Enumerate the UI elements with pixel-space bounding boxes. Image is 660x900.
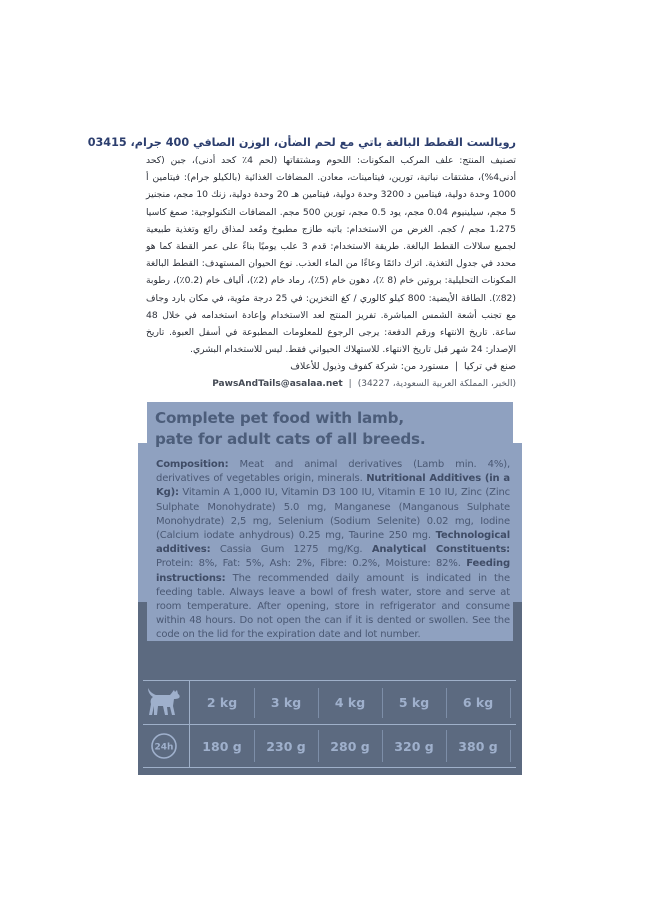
title-line-1: Complete pet food with lamb, [155, 409, 404, 427]
weight-5kg: 5 kg [398, 694, 430, 710]
separator: | [454, 361, 459, 373]
analytical-constituents-label: Analytical Constituents: [371, 544, 510, 556]
english-product-description [156, 458, 510, 643]
weight-6kg: 6 kg [462, 694, 494, 710]
nutritional-additives-label: Nutritional Additives (in a Kg): [156, 473, 510, 499]
column-divider [510, 730, 511, 762]
column-divider [382, 730, 383, 762]
weight-4kg: 4 kg [334, 694, 366, 710]
arabic-origin-line [146, 358, 516, 375]
table-divider [143, 680, 516, 681]
column-divider [254, 688, 255, 718]
analytical-constituents-text: Protein: 8%, Fat: 5%, Ash: 2%, Fibre: 0.2%, Moisture: 82%. [156, 558, 467, 570]
table-divider [143, 724, 516, 725]
feeding-instructions-text: The recommended daily amount is indicated in the feeding table. Always leave a bowl of fresh water, store and serve at room temperature. After opening, store in refrigerator and consume within 48 hours. Do not open the can if it is dented or swollen. See the code on the lid for the expiration date and lot number. [156, 572, 510, 641]
english-product-title [155, 408, 515, 450]
arabic-contact-line [146, 375, 516, 393]
nutritional-additives-text: Vitamin A 1,000 IU, Vitamin D3 100 IU, Vitamin E 10 IU, Zinc (Zinc Sulphate Monohydrate) 5.0 mg, Manganese (Manganous Sulphate Monohydrate) 2,5 mg, Selenium (Sodium Selenite) 0.02 mg, Iodine (Calcium iodate anhydrous) 0.25 mg, Taurine 250 mg. [156, 487, 510, 542]
svg-text:24h: 24h [154, 742, 174, 753]
address-text: (الخبر، المملكة العربية السعودية، 34227) [357, 379, 516, 390]
column-divider [254, 730, 255, 762]
importer-text: مستورد من: شركة كفوف وذيول للأعلاف [290, 361, 449, 373]
technological-additives-label: Technological additives: [156, 530, 510, 556]
arabic-product-description: تصنيف المنتج: علف المركب المكونات: اللحوم ومشتقاتها (لحم 4٪ كحد أدنى)، جبن (كحد أدنى4%)، مشتقات نباتية، تورين، فيتامينات، معادن. المضافات الغذائية (بالكيلو جرام): فيتامين أ 1000 وحدة دولية، فيتامين د 3200 وحدة دولية، فيتامين هـ 20 وحدة دولية، زنك 10 مجم، منجنيز 5 مجم، سيلينيوم 0.04 مجم، يود 0.5 مجم، تورين 500 مجم. المضافات التكنولوجية: صمغ كاسيا 1،275 مجم / كجم. الغرض من الاستخدام: باتيه طازج مطبوخ ومُعد لمذاق رائع وتغذية طبيعية لجميع سلالات القطط البالغة. طريقة الاستخدام: قدم 3 علب يوميًا بناءً على عمر القطة كما هو محدد في جدول التغذية. اترك دائمًا وعاءًا من الماء العذب. نوع الحيوان المستهدف: القطط البالغة المكونات التحليلية: بروتين خام (8 ٪)، دهون خام (5٪)، رماد خام (2٪)، ألياف خام (0.2٪)، رطوبة (82٪). الطاقة الأيضية: 800 كيلو كالوري / كغ التخزين: في 25 درجة مئوية، في مكان بارد وجاف مع تجنب أشعة الشمس المباشرة. تفريز المنتج لعد الاستخدام وإعادة استخدامه في خلال 48 ساعة. تاريخ الانتهاء ورقم الدفعة: يرجى الرجوع للمعلومات المطبوعة في أسفل العبوة. تاريخ الإصدار: 24 شهر قبل تاريخ الانتهاء. للاستهلاك الحيواني فقط. ليس للاستخدام البشري. [146, 155, 517, 356]
amount-280g: 280 g [330, 738, 370, 754]
column-divider [318, 688, 319, 718]
feeding-table [143, 680, 516, 768]
made-in-text: صنع في تركيا [464, 361, 516, 373]
amount-380g: 380 g [458, 738, 498, 754]
24h-clock-icon [143, 726, 185, 766]
title-line-2: pate for adult cats of all breeds. [155, 430, 426, 448]
column-divider [318, 730, 319, 762]
arabic-product-title: رويالست القطط البالغة باتي مع لحم الضأن، الوزن الصافي 400 جرام، 03415 [87, 136, 516, 149]
table-divider [143, 767, 516, 768]
technological-additives-text: Cassia Gum 1275 mg/Kg. [210, 544, 372, 556]
composition-text: Meat and animal derivatives (Lamb min. 4%), derivatives of vegetables origin, minerals. [156, 459, 510, 485]
feeding-instructions-label: Feeding instructions: [156, 558, 510, 584]
amount-230g: 230 g [266, 738, 306, 754]
separator: | [348, 379, 352, 390]
column-divider [446, 688, 447, 718]
column-divider [382, 688, 383, 718]
weight-3kg: 3 kg [270, 694, 302, 710]
amount-320g: 320 g [394, 738, 434, 754]
contact-email: PawsAndTails@asalaa.net [212, 379, 343, 390]
column-divider [510, 688, 511, 718]
composition-label: Composition: [156, 459, 229, 470]
weight-2kg: 2 kg [206, 694, 238, 710]
arabic-label-section [87, 134, 517, 393]
column-divider [446, 730, 447, 762]
cat-icon [143, 682, 185, 722]
amount-180g: 180 g [202, 738, 242, 754]
